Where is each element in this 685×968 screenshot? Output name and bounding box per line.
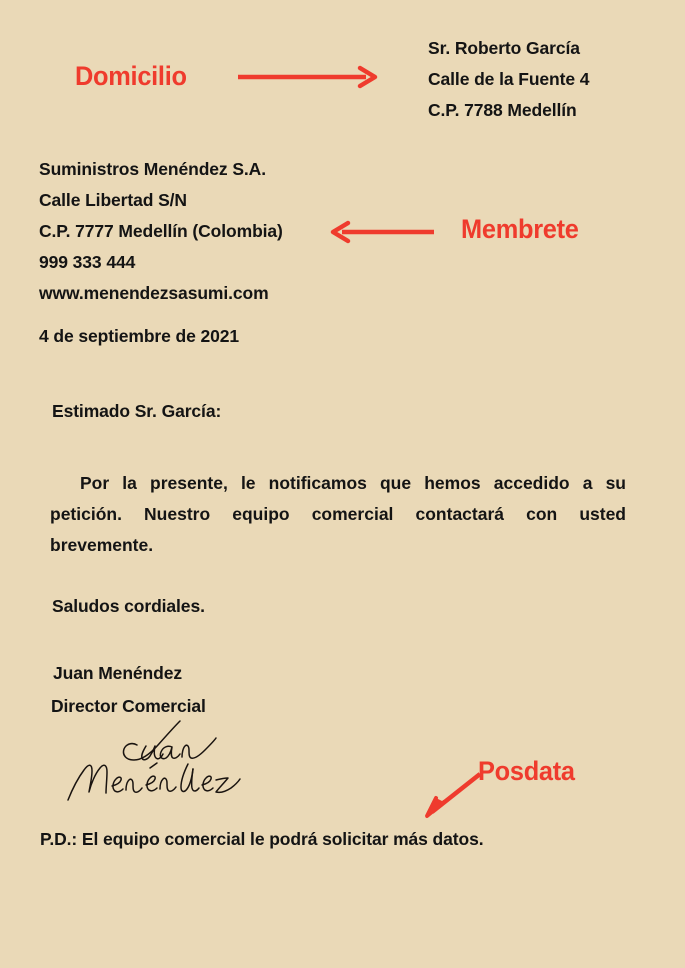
recipient-line: C.P. 7788 Medellín [428, 100, 577, 120]
signer-name: Juan Menéndez [53, 663, 183, 683]
annotation-label-posdata: Posdata [478, 756, 575, 786]
sender-letterhead-block [39, 161, 283, 316]
recipient-line: Calle de la Fuente 4 [428, 69, 590, 89]
letter-date: 4 de septiembre de 2021 [39, 326, 240, 346]
arrow-right-icon [236, 64, 378, 90]
signer-role: Director Comercial [51, 696, 206, 716]
annotation-label-domicilio: Domicilio [75, 61, 187, 91]
annotation-label-membrete: Membrete [461, 214, 579, 244]
handwritten-signature [62, 716, 242, 802]
recipient-line: Sr. Roberto García [428, 38, 580, 58]
letter-body-paragraph: Por la presente, le notificamos que hemos accedido a su petición. Nuestro equipo comercial contactará con usted brevemente. [50, 473, 626, 555]
letter-closing: Saludos cordiales. [52, 596, 205, 616]
sender-website: www.menendezsasumi.com [39, 283, 269, 303]
sender-company-name: Suministros Menéndez S.A. [39, 159, 266, 179]
letter-postscript: P.D.: El equipo comercial le podrá solicitar más datos. [40, 829, 484, 849]
arrow-down-left-icon [418, 770, 488, 822]
sender-street: Calle Libertad S/N [39, 190, 187, 210]
letter-salutation: Estimado Sr. García: [52, 401, 222, 421]
recipient-address-block [428, 40, 589, 133]
arrow-left-icon [330, 219, 436, 245]
sender-postal-city: C.P. 7777 Medellín (Colombia) [39, 221, 283, 241]
sender-phone: 999 333 444 [39, 252, 136, 272]
